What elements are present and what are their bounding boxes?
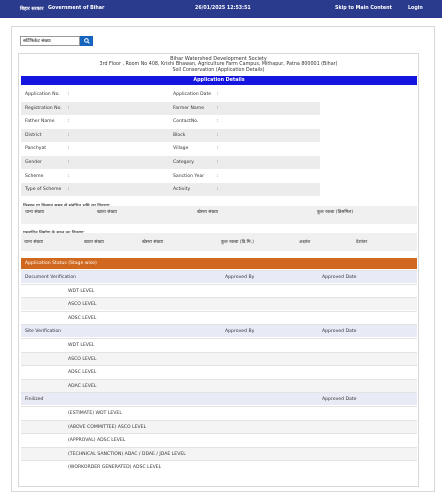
approved-date-header: Approved Date: [322, 397, 357, 403]
approved-by-header: Approved By: [225, 275, 255, 280]
detail-colon: :: [217, 92, 219, 97]
status-section-name: Document Verification: [25, 275, 77, 280]
detail-label: Gender: [25, 160, 42, 165]
detail-colon: :: [68, 132, 70, 138]
status-level: (APPROVAL) ADSC LEVEL: [68, 438, 126, 444]
approved-date-header: Approved Date: [322, 275, 357, 280]
search-input[interactable]: [20, 36, 80, 46]
detail-label: District: [25, 132, 42, 138]
skip-link[interactable]: Skip to Main Content: [335, 6, 392, 11]
detail-colon: :: [68, 187, 70, 193]
approved-by-header: Approved By: [225, 329, 255, 335]
detail-colon: :: [217, 132, 219, 138]
land-column-header: खाता संख्या: [97, 210, 117, 215]
status-level: (ABOVE COMMITTEE) ASCO LEVEL: [68, 424, 147, 430]
detail-colon: :: [68, 119, 70, 125]
status-level: ADSC LEVEL: [68, 370, 97, 376]
status-row: [21, 365, 417, 378]
status-section-name: Finilized: [25, 397, 44, 403]
land-column-header: कुल रकबा (डिसमिल): [317, 210, 354, 215]
status-section-name: Site Verification: [25, 329, 62, 335]
status-title: Application Status (Stage wise): [25, 261, 97, 266]
land-column-header: खेसरा संख्या: [197, 210, 219, 215]
approved-date-header: Approved Date: [322, 329, 357, 335]
detail-label: Registration No.: [25, 105, 62, 111]
detail-label: Sanction Year: [173, 173, 205, 179]
proposed-column-header: अक्षांश: [299, 240, 311, 245]
proposed-column-header: देशांतर: [356, 240, 368, 245]
detail-label: Panchyat: [25, 146, 47, 152]
detail-colon: :: [68, 160, 70, 165]
proposed-column-header: कुल रकबा (डि.मि.): [221, 240, 254, 245]
detail-label: Type of Scheme: [25, 187, 62, 193]
detail-colon: :: [217, 160, 219, 165]
status-level: ASCO LEVEL: [68, 302, 97, 308]
details-row: [21, 170, 320, 183]
status-row: [21, 338, 417, 351]
status-level: WDT LEVEL: [68, 288, 95, 294]
details-row: [21, 142, 320, 155]
land-header: [21, 206, 417, 224]
detail-label: Activity: [173, 187, 191, 193]
detail-colon: :: [68, 92, 70, 97]
status-row: [21, 433, 417, 446]
search-icon: [84, 38, 90, 44]
status-row: [21, 447, 417, 460]
proposed-column-header: थाना संख्या: [24, 240, 43, 245]
status-section-header: [21, 270, 417, 283]
status-level: ASCO LEVEL: [68, 356, 97, 362]
status-section-header: [21, 392, 417, 405]
status-level: ADSC LEVEL: [68, 315, 97, 321]
detail-label: Scheme: [25, 173, 44, 179]
dept-hindi: बिहार सरकार: [20, 7, 44, 12]
details-row: [21, 156, 320, 169]
detail-colon: :: [217, 187, 219, 193]
detail-colon: :: [68, 173, 70, 179]
details-row: [21, 183, 320, 196]
land-column-header: थाना संख्या: [25, 210, 44, 215]
detail-label: Block: [173, 132, 186, 138]
search-button[interactable]: [80, 36, 93, 46]
status-level: ADAC LEVEL: [68, 383, 97, 389]
detail-colon: :: [217, 146, 219, 152]
details-row: [21, 115, 320, 128]
status-level: (TECHNICAL SANCTION) ADAC / DDAE / JDAE LEVEL: [68, 451, 186, 457]
status-row: [21, 311, 417, 324]
datetime: 26/01/2025 12:53:51: [195, 6, 251, 11]
login-link[interactable]: Login: [408, 6, 423, 11]
detail-label: Farmer Name: [173, 105, 205, 111]
detail-label: Village: [173, 146, 189, 152]
search-bar: [20, 36, 93, 46]
detail-colon: :: [217, 105, 219, 111]
govt-name: Government of Bihar: [48, 6, 105, 11]
page-subtitle: Soil Conservation (Application Details): [172, 68, 265, 73]
status-section-header: [21, 324, 417, 337]
status-row: [21, 297, 417, 310]
status-row: [21, 379, 417, 392]
details-row: [21, 88, 320, 101]
org-name: Bihar Watershed Development Society: [170, 56, 267, 62]
status-row: [21, 352, 417, 365]
detail-colon: :: [68, 105, 70, 111]
detail-label: ContactNo.: [173, 119, 199, 125]
details-row: [21, 129, 320, 142]
status-level: WDT LEVEL: [68, 343, 95, 348]
detail-label: Application No.: [25, 92, 60, 97]
status-row: [21, 406, 417, 419]
status-title-bar: [21, 258, 417, 269]
top-bar: [0, 0, 442, 18]
status-row: [21, 420, 417, 433]
org-address: 3rd Floor , Room No 408, Krishi Bhawan, Agriculture Farm Campus, Mithapur, Patna 800001 (Bihar): [99, 62, 338, 67]
proposed-column-header: खाता संख्या: [84, 240, 104, 245]
detail-label: Category: [173, 160, 194, 165]
status-level: (ESTIMATE) WDT LEVEL: [68, 411, 122, 416]
detail-label: Application Date: [173, 92, 212, 97]
detail-colon: :: [217, 173, 219, 179]
status-level: (WORKORDER GENERATED) ADSC LEVEL: [68, 465, 162, 471]
detail-colon: :: [217, 119, 219, 125]
status-row: [21, 460, 417, 473]
details-row: [21, 102, 320, 115]
detail-colon: :: [68, 146, 70, 152]
proposed-column-header: खेसरा संख्या: [142, 240, 164, 245]
details-title: Application Details: [21, 76, 417, 85]
detail-label: Father Name: [25, 119, 55, 125]
status-row: [21, 284, 417, 297]
